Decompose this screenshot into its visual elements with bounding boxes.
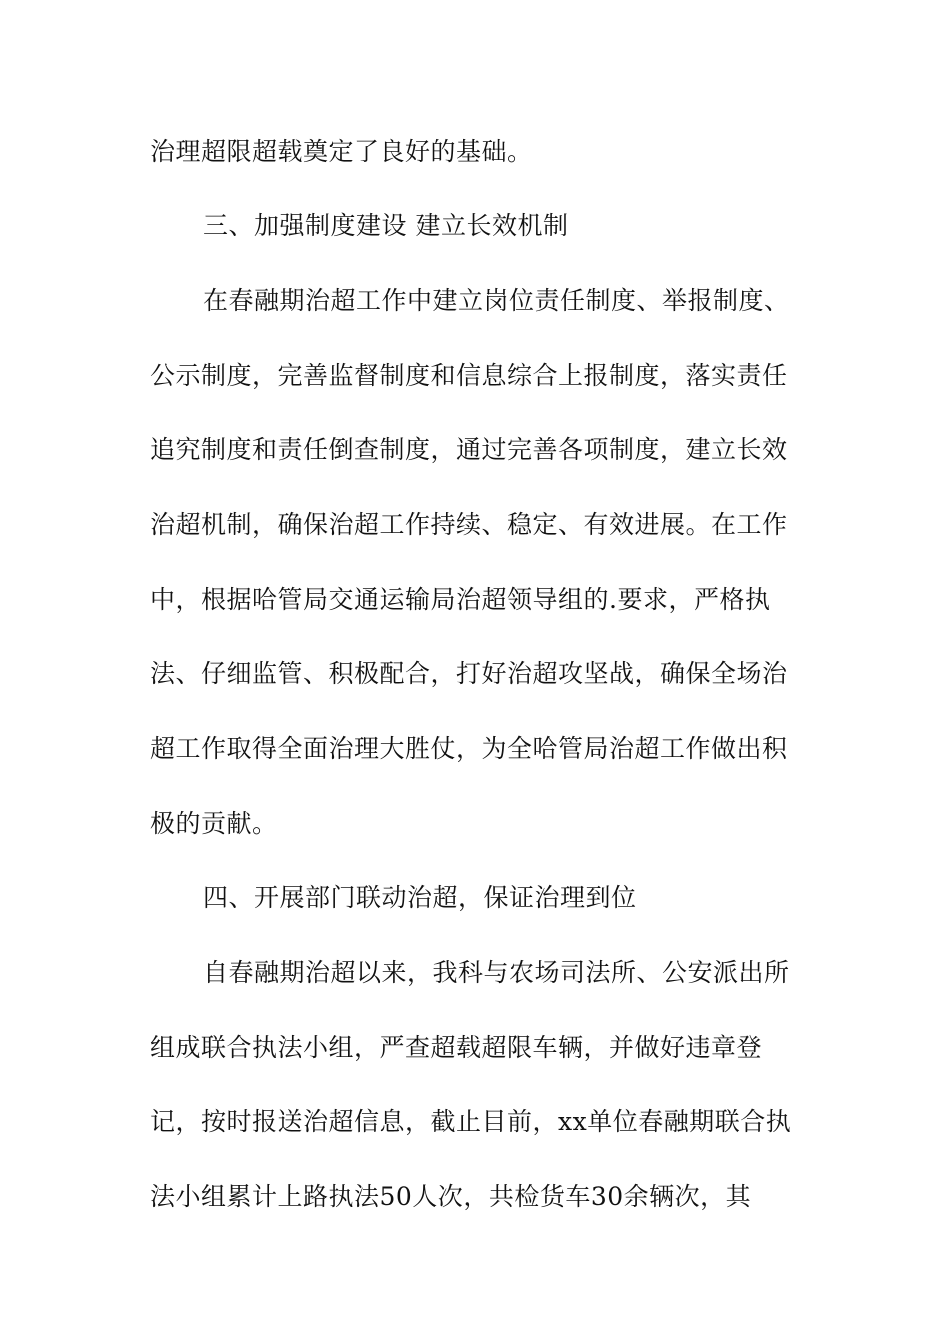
paragraph-line: 超工作取得全面治理大胜仗，为全哈管局治超工作做出积 <box>150 734 788 763</box>
section-heading: 三、加强制度建设 建立长效机制 <box>203 211 569 240</box>
paragraph-line: 法、仔细监管、积极配合，打好治超攻坚战，确保全场治 <box>150 659 788 688</box>
paragraph-line: 组成联合执法小组，严查超载超限车辆，并做好违章登 <box>150 1033 763 1062</box>
paragraph-line: 中，根据哈管局交通运输局治超领导组的.要求，严格执 <box>150 585 771 614</box>
paragraph-line: 追究制度和责任倒查制度，通过完善各项制度，建立长效 <box>150 435 788 464</box>
paragraph-line: 自春融期治超以来，我科与农场司法所、公安派出所 <box>203 958 790 987</box>
paragraph-line: 治超机制，确保治超工作持续、稳定、有效进展。在工作 <box>150 510 788 539</box>
paragraph-line: 极的贡献。 <box>150 809 278 838</box>
paragraph-line: 在春融期治超工作中建立岗位责任制度、举报制度、 <box>203 286 790 315</box>
paragraph-line: 法小组累计上路执法50人次，共检货车30余辆次，其 <box>150 1182 752 1211</box>
paragraph-line: 公示制度，完善监督制度和信息综合上报制度，落实责任 <box>150 361 788 390</box>
section-heading: 四、开展部门联动治超，保证治理到位 <box>203 883 637 912</box>
paragraph-line: 治理超限超载奠定了良好的基础。 <box>150 137 533 166</box>
paragraph-line: 记，按时报送治超信息，截止目前，xx单位春融期联合执 <box>150 1107 792 1136</box>
